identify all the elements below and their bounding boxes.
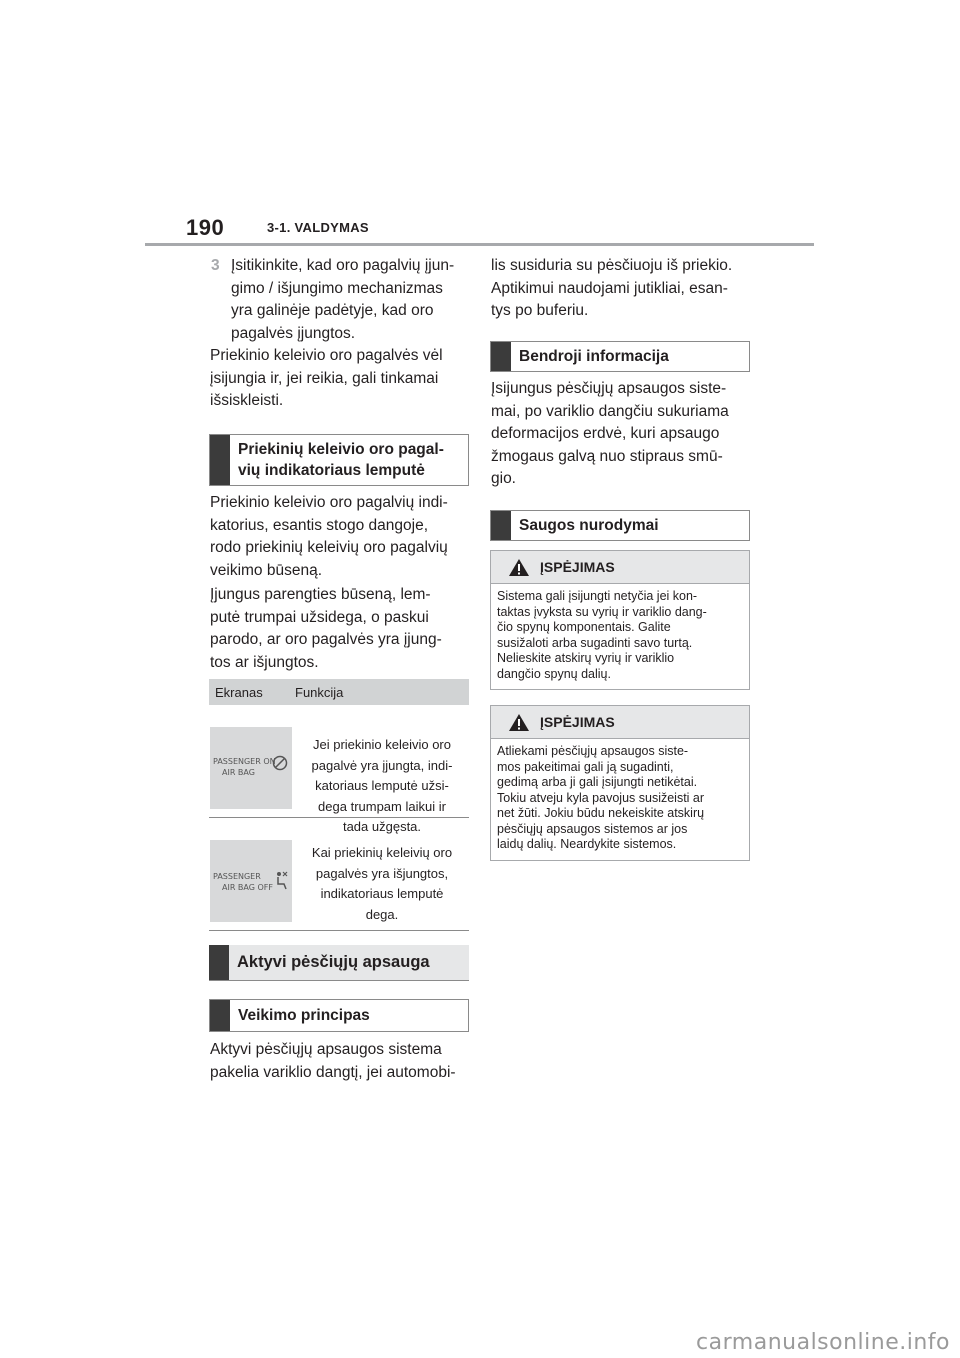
- text-line: Kai priekinių keleivių oro: [311, 845, 453, 860]
- heading-general-information: [490, 341, 750, 372]
- warning-title: ĮSPĖJIMAS: [540, 559, 615, 575]
- header-divider: [145, 243, 814, 246]
- paragraph-deformation-space: [491, 378, 761, 491]
- text-line: Nelieskite atskirų vyrių ir variklio: [497, 651, 675, 665]
- text-line: deformacijos erdvė, kuri apsaugo: [491, 425, 720, 442]
- text-line: katoriaus lemputė užsi-: [315, 778, 449, 793]
- seat-airbag-off-icon: [274, 870, 290, 890]
- step-line: Įsitikinkite, kad oro pagalvių įjun-: [231, 257, 455, 274]
- step-line: pagalvės įjungtos.: [231, 324, 356, 342]
- warning-header: [491, 551, 749, 584]
- text-line: Sistema gali įsijungti netyčia jei kon-: [497, 589, 698, 603]
- text-line: Aktyvi pėsčiųjų apsaugos sistema: [210, 1041, 442, 1058]
- text-line: dega trumpam laikui ir: [318, 798, 446, 814]
- airbag-status-icon: [272, 755, 288, 771]
- text-line: katorius, esantis stogo dangoje,: [210, 516, 428, 534]
- text-line: tada užgęsta.: [342, 819, 422, 834]
- thumb-label: PASSENGER: [213, 872, 261, 881]
- text-line: Priekinio keleivio oro pagalvių indi-: [210, 494, 448, 511]
- warning-title: ĮSPĖJIMAS: [540, 714, 615, 730]
- text-line: veikimo būseną.: [210, 561, 323, 579]
- text-line: mos pakeitimai gali ją sugadinti,: [497, 759, 674, 774]
- text-line: tys po buferiu.: [491, 302, 589, 319]
- text-line: tos ar išjungtos.: [210, 653, 319, 671]
- thumb-label: AIR BAG OFF: [222, 883, 273, 892]
- warning-triangle-icon: [508, 713, 530, 732]
- text-line: parodo, ar oro pagalvės yra įjung-: [210, 631, 442, 648]
- text-line: susižaloti arba sugadinti savo turtą.: [497, 635, 693, 650]
- step-3: [211, 255, 471, 345]
- warning-triangle-icon: [508, 558, 530, 577]
- text-line: pagalvė yra įjungta, indi-: [311, 757, 453, 773]
- heading-bar: [491, 511, 511, 540]
- heading-active-pedestrian-protection: [209, 945, 469, 981]
- warning-text: [491, 584, 749, 688]
- heading-line: vių indikatoriaus lemputė: [238, 462, 425, 479]
- text-line: Tokiu atveju kyla pavojus susižeisti ar: [497, 790, 705, 805]
- text-line: gedimą arba ji gali įsijungti netikėtai.: [497, 775, 698, 789]
- text-line: įsijungia ir, jei reikia, gali tinkamai: [210, 369, 439, 387]
- text-line: pakelia variklio dangtį, jei automobi-: [210, 1063, 456, 1081]
- heading-bar: [210, 1000, 230, 1031]
- text-line: žmogaus galvą nuo stipraus smū-: [491, 447, 723, 465]
- text-line: gio.: [491, 470, 516, 487]
- text-line: išsiskleisti.: [210, 392, 284, 409]
- step-number: 3: [211, 257, 220, 274]
- heading-line: Priekinių keleivio oro pagal-: [238, 441, 444, 458]
- text-line: net žūti. Jokiu būdu nekeiskite atskirų: [497, 806, 705, 820]
- heading-indicator-lamp: [209, 434, 469, 486]
- heading-bar: [210, 435, 230, 485]
- text-line: putė trumpai užsidega, o paskui: [210, 608, 429, 626]
- text-line: taktas įvyksta su vyrių ir variklio dang-: [497, 604, 707, 619]
- heading-text: Saugos nurodymai: [519, 517, 659, 534]
- paragraph-reactivation: [210, 345, 472, 413]
- table-row: [209, 818, 469, 931]
- thumb-label: AIR BAG: [222, 768, 255, 777]
- heading-text: Veikimo principas: [238, 1007, 370, 1024]
- text-line: rodo priekinių keleivių oro pagalvių: [210, 539, 448, 556]
- text-line: Įjungus parengties būseną, lem-: [210, 586, 431, 603]
- text-line: Įsijungus pėsčiųjų apsaugos siste-: [491, 380, 727, 397]
- text-line: Atliekami pėsčiųjų apsaugos siste-: [497, 744, 689, 758]
- text-line: mai, po variklio dangčiu sukuriama: [491, 402, 729, 420]
- table-header: [209, 679, 469, 705]
- text-line: Aptikimui naudojami jutikliai, esan-: [491, 279, 728, 297]
- step-line: yra galinėje padėtyje, kad oro: [231, 302, 434, 319]
- heading-safety-instructions: [490, 510, 750, 541]
- indicator-table: [209, 679, 469, 931]
- paragraph-indicator-location: [210, 492, 472, 582]
- text-line: Jei priekinio keleivio oro: [312, 737, 451, 752]
- text-line: pagalvės yra išjungtos,: [315, 865, 449, 881]
- step-line: gimo / išjungimo mechanizmas: [231, 279, 443, 297]
- heading-text: Aktyvi pėsčiųjų apsauga: [237, 953, 430, 971]
- warning-box: [490, 705, 750, 861]
- text-line: lis susiduria su pėsčiuoju iš priekio.: [491, 257, 733, 274]
- warning-box: [490, 550, 750, 690]
- function-description: [297, 843, 467, 925]
- paragraph-system-description: [210, 1039, 472, 1084]
- heading-bar: [209, 945, 229, 980]
- paragraph-detection: [491, 255, 761, 323]
- text-line: indikatoriaus lemputė: [320, 886, 444, 901]
- section-title: 3-1. VALDYMAS: [267, 220, 369, 235]
- heading-operating-principle: [209, 999, 469, 1032]
- thumb-label: PASSENGER ON: [213, 757, 276, 766]
- column-header-screen: Ekranas: [215, 685, 263, 700]
- passenger-airbag-on-image: [210, 727, 292, 809]
- warning-header: [491, 706, 749, 739]
- heading-bar: [491, 342, 511, 371]
- paragraph-ready-state: [210, 584, 472, 674]
- passenger-airbag-off-image: [210, 840, 292, 922]
- table-row: [209, 705, 469, 834]
- text-line: laidų dalių. Neardykite sistemos.: [497, 837, 677, 851]
- text-line: Priekinio keleivio oro pagalvės vėl: [210, 347, 443, 364]
- page-number: 190: [186, 215, 225, 240]
- heading-text: Bendroji informacija: [519, 348, 669, 365]
- warning-text: [491, 739, 749, 859]
- text-line: dangčio spynų dalių.: [497, 666, 611, 681]
- text-line: pėsčiųjų apsaugos sistemos ar jos: [497, 821, 688, 836]
- column-header-function: Funkcija: [295, 685, 344, 700]
- watermark: carmanualsonline.info: [696, 1330, 950, 1355]
- text-line: dega.: [365, 906, 399, 922]
- text-line: čio spynų komponentais. Galite: [497, 620, 671, 634]
